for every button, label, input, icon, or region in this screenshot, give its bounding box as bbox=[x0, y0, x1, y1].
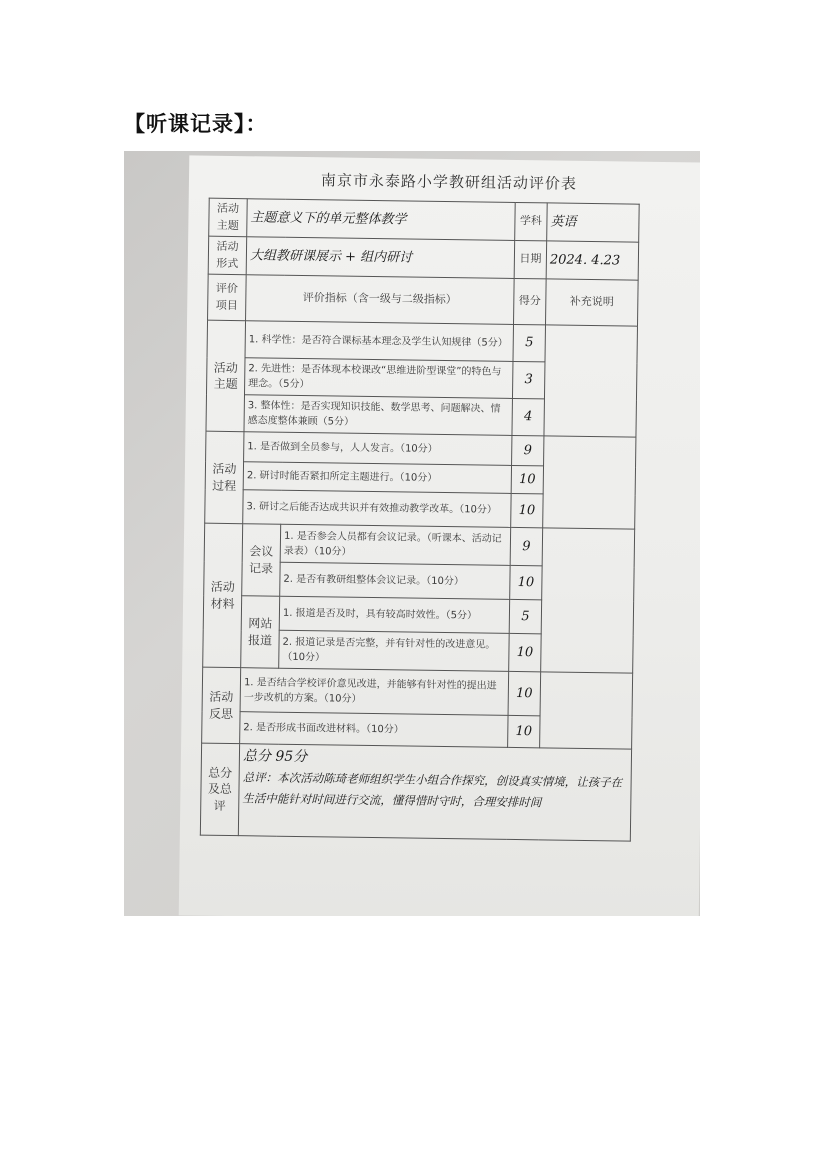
score-cell: 9 bbox=[510, 527, 543, 565]
section-heading: 【听课记录】： bbox=[124, 111, 268, 136]
score-cell: 5 bbox=[509, 599, 541, 633]
header-score: 得分 bbox=[514, 278, 547, 324]
form-photo bbox=[124, 151, 700, 916]
topic-label: 活动主题 bbox=[209, 198, 248, 237]
score-cell: 10 bbox=[511, 493, 543, 527]
score-cell: 10 bbox=[510, 565, 542, 599]
evaluation-table bbox=[200, 198, 639, 842]
subject-value: 英语 bbox=[547, 203, 640, 242]
score-cell: 3 bbox=[512, 361, 545, 398]
format-value: 大组教研课展示 + 组内研讨 bbox=[246, 237, 515, 279]
indicator-cell: 2. 研讨时能否紧扣所定主题进行。（10分） bbox=[243, 462, 511, 494]
date-value: 2024. 4.23 bbox=[546, 241, 639, 280]
subcategory-website: 网站报道 bbox=[241, 596, 280, 669]
date-label: 日期 bbox=[514, 240, 547, 278]
score-cell: 10 bbox=[508, 715, 540, 747]
format-label: 活动形式 bbox=[208, 236, 247, 275]
total-score: 总分 95分 bbox=[242, 748, 308, 766]
indicator-cell: 2. 报道记录是否完整，并有针对性的改进意见。（10分） bbox=[279, 630, 510, 671]
indicator-cell: 2. 是否形成书面改进材料。（10分） bbox=[240, 712, 508, 748]
indicator-cell: 1. 是否结合学校评价意见改进，并能够有针对性的提出进一步改机的方案。（10分） bbox=[240, 668, 509, 716]
header-item: 评价项目 bbox=[208, 274, 247, 321]
subcategory-meeting: 会议记录 bbox=[242, 524, 281, 597]
form-title: 南京市永泰路小学教研组活动评价表 bbox=[320, 171, 578, 193]
indicator-cell: 2. 先进性：是否体现本校课改“思维进阶型课堂”的特色与理念。（5分） bbox=[244, 358, 513, 399]
note-cell bbox=[540, 672, 633, 749]
category-process: 活动过程 bbox=[205, 431, 244, 524]
note-cell bbox=[541, 528, 635, 673]
topic-value: 主题意义下的单元整体教学 bbox=[247, 199, 516, 241]
score-cell: 10 bbox=[509, 633, 542, 671]
evaluation-sheet bbox=[179, 155, 700, 916]
indicator-cell: 1. 是否做到全员参与，人人发言。（10分） bbox=[244, 432, 512, 466]
category-material: 活动材料 bbox=[203, 523, 243, 668]
indicator-cell: 1. 科学性：是否符合课标基本理念及学生认知规律（5分） bbox=[245, 321, 514, 362]
note-cell bbox=[544, 325, 638, 437]
summary-cell bbox=[238, 744, 631, 841]
category-summary: 总分及总评 bbox=[200, 743, 239, 836]
score-cell: 9 bbox=[512, 435, 544, 465]
score-cell: 10 bbox=[511, 465, 543, 493]
overall-comment: 总评：本次活动陈琦老师组织学生小组合作探究，创设真实情境，让孩子在生活中能针对时间进行交流，懂得惜时守时，合理安排时间 bbox=[242, 770, 623, 810]
category-reflection: 活动反思 bbox=[202, 667, 241, 744]
header-indicator: 评价指标（含一级与二级指标） bbox=[246, 275, 515, 325]
indicator-cell: 3. 研讨之后能否达成共识并有效推动教学改革。（10分） bbox=[243, 490, 511, 528]
score-cell: 5 bbox=[513, 324, 546, 361]
note-cell bbox=[543, 436, 636, 529]
indicator-cell: 1. 报道是否及时，具有较高时效性。（5分） bbox=[279, 596, 509, 633]
indicator-cell: 3. 整体性：是否实现知识技能、数学思考、问题解决、情感态度整体兼顾（5分） bbox=[244, 395, 513, 436]
indicator-cell: 1. 是否参会人员都有会议记录。（听课本、活动记录表）（10分） bbox=[280, 524, 511, 565]
score-cell: 4 bbox=[512, 398, 545, 435]
subject-label: 学科 bbox=[515, 202, 548, 240]
header-note: 补充说明 bbox=[546, 279, 639, 326]
indicator-cell: 2. 是否有教研组整体会议记录。（10分） bbox=[280, 562, 510, 599]
score-cell: 10 bbox=[508, 671, 541, 715]
category-theme: 活动主题 bbox=[206, 320, 246, 432]
